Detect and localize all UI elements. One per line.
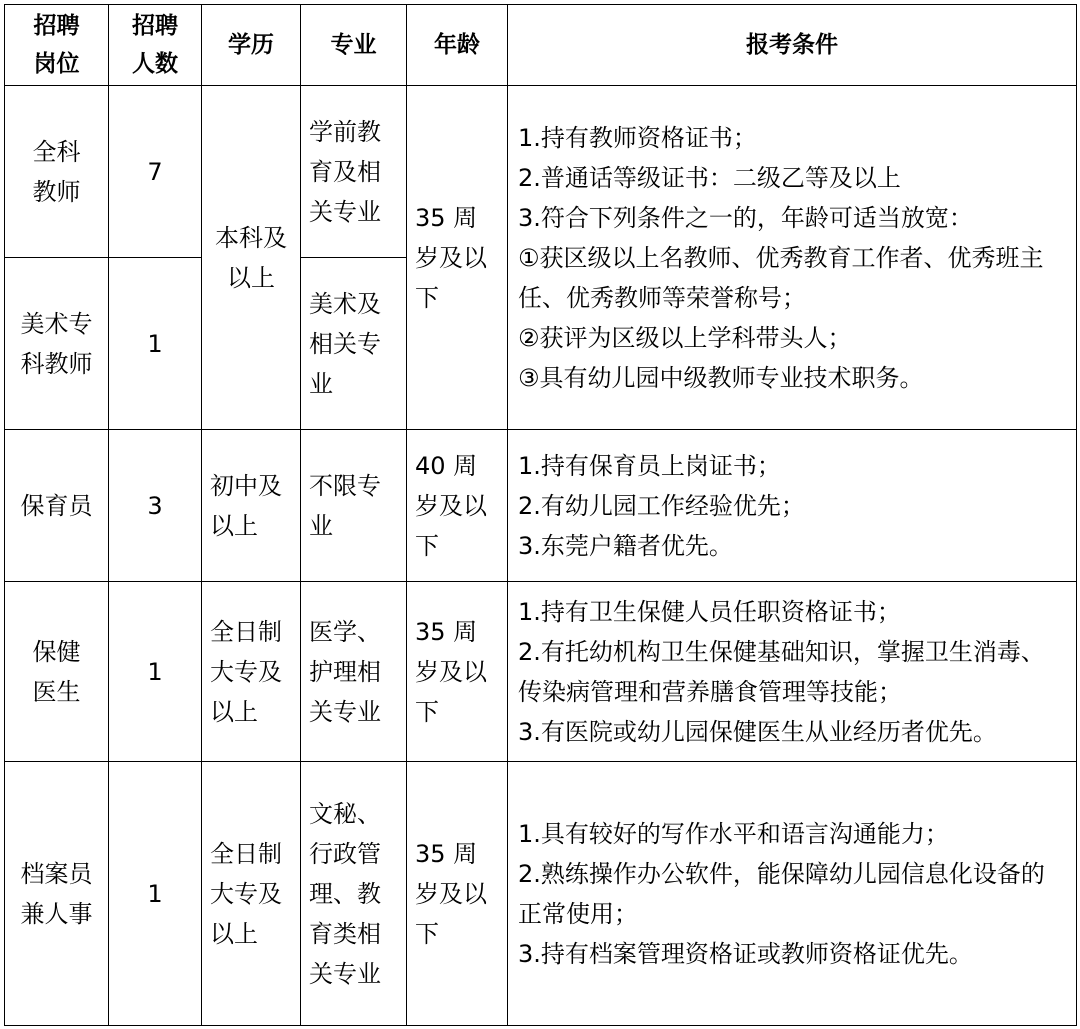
count-cell: 1 — [109, 582, 202, 762]
age-cell — [407, 762, 508, 1026]
condition-line: ①获区级以上名教师、优秀教育工作者、优秀班主 — [518, 243, 1044, 272]
cell-text: 35 周 岁及以 下 — [415, 203, 487, 312]
major-cell — [301, 86, 407, 258]
header-age: 年龄 — [407, 5, 508, 86]
table-row — [5, 86, 1077, 258]
post-cell — [5, 430, 109, 582]
cell-text: 美术专 科教师 — [20, 309, 93, 378]
major-cell — [301, 762, 407, 1026]
condition-line: 1.持有教师资格证书； — [518, 123, 757, 152]
cell-text: 保育员 — [20, 491, 93, 520]
condition-line: 1.持有保育员上岗证书； — [518, 451, 781, 480]
cell-text: 招聘 人数 — [132, 13, 178, 77]
condition-line: 2.熟练操作办公软件，能保障幼儿园信息化设备的 — [518, 859, 1045, 888]
post-cell — [5, 258, 109, 430]
major-cell — [301, 582, 407, 762]
cell-text: 档案员 兼人事 — [20, 859, 93, 928]
post-cell — [5, 582, 109, 762]
cell-text: 招聘 岗位 — [33, 13, 80, 77]
cell-text: 全日制 大专及 以上 — [210, 617, 282, 726]
cell-text: 本科及 以上 — [215, 223, 287, 292]
count-cell: 3 — [109, 430, 202, 582]
condition-line: 1.具有较好的写作水平和语言沟通能力； — [518, 819, 949, 848]
cell-text: 美术及 相关专 业 — [309, 289, 381, 398]
header-education: 学历 — [202, 5, 301, 86]
cell-text: 35 周 岁及以 下 — [415, 839, 487, 948]
header-count — [109, 5, 202, 86]
major-cell — [301, 258, 407, 430]
condition-line: 任、优秀教师等荣誉称号； — [518, 283, 806, 312]
count-cell: 1 — [109, 258, 202, 430]
table-row — [5, 582, 1077, 762]
major-cell — [301, 430, 407, 582]
education-cell — [202, 430, 301, 582]
header-major: 专业 — [301, 5, 407, 86]
conditions-cell — [508, 762, 1077, 1026]
table-row — [5, 430, 1077, 582]
condition-line: 2.有托幼机构卫生保健基础知识，掌握卫生消毒、 — [518, 637, 1045, 666]
post-cell — [5, 86, 109, 258]
condition-line: 2.普通话等级证书：二级乙等及以上 — [518, 163, 901, 192]
age-cell — [407, 430, 508, 582]
age-cell — [407, 86, 508, 430]
cell-text: 不限专 业 — [309, 471, 381, 540]
education-cell — [202, 582, 301, 762]
cell-text: 40 周 岁及以 下 — [415, 451, 487, 560]
education-cell — [202, 762, 301, 1026]
condition-line: 3.符合下列条件之一的，年龄可适当放宽： — [518, 203, 973, 232]
condition-line: 3.东莞户籍者优先。 — [518, 531, 733, 560]
condition-line: 3.有医院或幼儿园保健医生从业经历者优先。 — [518, 717, 997, 746]
condition-line: 传染病管理和营养膳食管理等技能； — [518, 677, 902, 706]
header-row — [5, 5, 1077, 86]
condition-line: 1.持有卫生保健人员任职资格证书； — [518, 597, 901, 626]
table-row — [5, 762, 1077, 1026]
recruitment-table — [4, 4, 1077, 1026]
condition-line: 正常使用； — [518, 899, 638, 928]
cell-text: 医学、 护理相 关专业 — [309, 617, 381, 726]
conditions-cell — [508, 582, 1077, 762]
condition-line: 2.有幼儿园工作经验优先； — [518, 491, 805, 520]
condition-line: 3.持有档案管理资格证或教师资格证优先。 — [518, 939, 973, 968]
header-conditions: 报考条件 — [508, 5, 1077, 86]
conditions-cell — [508, 86, 1077, 430]
conditions-cell — [508, 430, 1077, 582]
age-cell — [407, 582, 508, 762]
cell-text: 保健 医生 — [32, 637, 81, 706]
education-cell — [202, 86, 301, 430]
cell-text: 文秘、 行政管 理、教 育类相 关专业 — [309, 799, 381, 988]
cell-text: 全日制 大专及 以上 — [210, 839, 282, 948]
count-cell: 7 — [109, 86, 202, 258]
condition-line: ③具有幼儿园中级教师专业技术职务。 — [518, 363, 924, 392]
cell-text: 初中及 以上 — [210, 471, 282, 540]
cell-text: 全科 教师 — [32, 137, 81, 206]
cell-text: 学前教 育及相 关专业 — [309, 117, 381, 226]
header-post — [5, 5, 109, 86]
cell-text: 35 周 岁及以 下 — [415, 617, 487, 726]
condition-line: ②获评为区级以上学科带头人； — [518, 323, 852, 352]
count-cell: 1 — [109, 762, 202, 1026]
post-cell — [5, 762, 109, 1026]
